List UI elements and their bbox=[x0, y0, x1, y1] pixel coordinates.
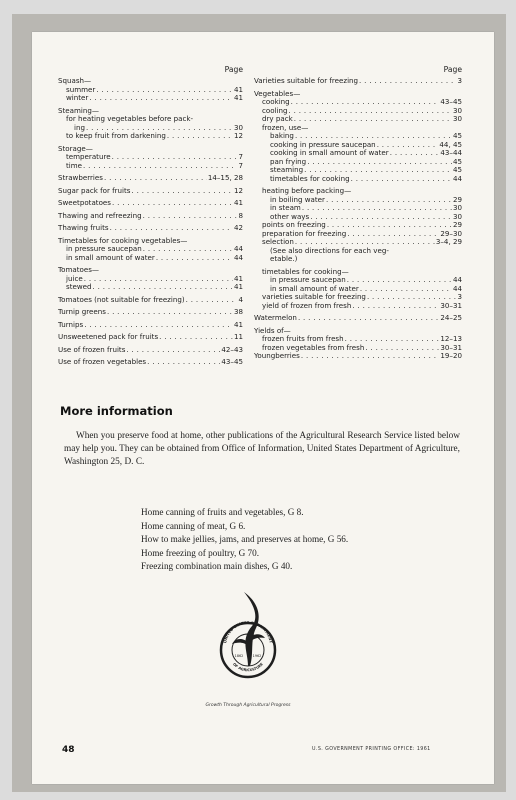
index-entry-page: 45 bbox=[452, 131, 462, 140]
index-entry-page: 42 bbox=[233, 223, 243, 232]
index-entry-page: 30 bbox=[452, 114, 462, 123]
index-entry-label: time bbox=[66, 160, 83, 170]
index-entry-page: 41 bbox=[233, 93, 243, 102]
seal-tagline: Growth Through Agricultural Progress bbox=[205, 703, 291, 708]
dot-leader bbox=[351, 175, 452, 184]
index-entry-page: 29–30 bbox=[440, 228, 462, 238]
index-entry-label: heating before packing— bbox=[262, 186, 352, 195]
dot-leader bbox=[107, 308, 233, 317]
index-entry-page: 12–13 bbox=[440, 334, 462, 343]
index-entry-page: 44 bbox=[233, 252, 243, 262]
index-entry-page: 45 bbox=[452, 165, 462, 174]
index-entry bbox=[254, 255, 462, 264]
dot-leader bbox=[294, 115, 452, 124]
index-entry bbox=[58, 174, 243, 183]
index-entry bbox=[58, 199, 243, 208]
index-entry-label: in pressure saucepan bbox=[66, 244, 142, 253]
index-entry bbox=[58, 308, 243, 317]
index-entry-page: 45 bbox=[452, 156, 462, 166]
dot-leader bbox=[186, 296, 238, 305]
index-entry bbox=[58, 283, 243, 292]
seal-text-top: UNITED STATES DEPARTMENT bbox=[222, 619, 274, 644]
index-entry-page: 44, 45 bbox=[439, 139, 462, 149]
index-entry-page: 44 bbox=[452, 173, 462, 183]
publication-item: Home freezing of poultry, G 70. bbox=[141, 547, 260, 558]
index-entry-label: in boiling water bbox=[270, 194, 325, 204]
index-entry-label: (See also directions for each veg- bbox=[270, 245, 389, 255]
index-list-left bbox=[58, 77, 243, 367]
index-entry-label: Sugar pack for fruits bbox=[58, 185, 131, 195]
index-entry-label: Use of frozen fruits bbox=[58, 344, 126, 354]
index-entry-label: cooking in pressure saucepan bbox=[270, 139, 376, 149]
dot-leader bbox=[112, 153, 238, 162]
index-entry-page: 44 bbox=[452, 283, 462, 293]
index-entry bbox=[58, 162, 243, 171]
index-entry-label: pan frying bbox=[270, 156, 307, 166]
index-entry-label: frozen vegetables from fresh bbox=[262, 342, 365, 352]
index-entry-label: Turnip greens bbox=[58, 307, 106, 316]
index-entry-label: ing bbox=[74, 122, 85, 132]
index-entry-label: in steam bbox=[270, 203, 301, 212]
index-entry-label: Youngberries bbox=[254, 351, 300, 360]
dot-leader bbox=[347, 230, 439, 239]
index-entry-page: 30 bbox=[452, 203, 462, 212]
publication-list bbox=[141, 506, 348, 574]
index-entry-page: 41 bbox=[233, 198, 243, 207]
dot-leader bbox=[147, 358, 220, 367]
index-entry-label: juice bbox=[66, 273, 83, 283]
index-entry-label: cooling bbox=[262, 105, 288, 115]
index-entry-label: frozen, use— bbox=[262, 122, 309, 132]
index-entry bbox=[58, 358, 243, 367]
index-entry-label: Vegetables— bbox=[254, 88, 301, 98]
dot-leader bbox=[352, 302, 439, 311]
index-entry-page: 30 bbox=[452, 211, 462, 221]
index-entry-page: 30–31 bbox=[440, 300, 462, 310]
index-entry bbox=[58, 115, 243, 124]
index-entry-label: winter bbox=[66, 93, 89, 102]
index-entry bbox=[58, 296, 243, 305]
dot-leader bbox=[110, 224, 233, 233]
index-entry-page: 12 bbox=[233, 185, 243, 195]
page-column-heading: Page bbox=[224, 65, 243, 74]
index-entry-label: Sweetpotatoes bbox=[58, 198, 111, 207]
page-column-heading: Page bbox=[443, 65, 462, 74]
index-entry-page: 3 bbox=[457, 76, 462, 85]
index-entry-label: in pressure saucepan bbox=[270, 275, 346, 284]
dot-leader bbox=[112, 199, 233, 208]
dot-leader bbox=[365, 344, 439, 353]
dot-leader bbox=[104, 174, 207, 183]
index-entry-page: 7 bbox=[238, 152, 243, 161]
index-entry bbox=[58, 321, 243, 330]
printer-imprint: U.S. GOVERNMENT PRINTING OFFICE: 1961 bbox=[312, 747, 431, 752]
index-entry-label: in small amount of water bbox=[270, 283, 359, 293]
index-entry-label: yield of frozen from fresh bbox=[262, 300, 352, 310]
dot-leader bbox=[291, 98, 440, 107]
dot-leader bbox=[302, 204, 452, 213]
index-entry bbox=[58, 224, 243, 233]
index-entry-page: 19–20 bbox=[440, 351, 462, 360]
index-entry-page: 29 bbox=[452, 220, 462, 229]
page-number: 48 bbox=[62, 745, 75, 755]
index-entry-page: 3–4, 29 bbox=[435, 237, 462, 246]
index-entry-label: Varieties suitable for freezing bbox=[254, 76, 359, 85]
index-entry-label: Thawing and refreezing bbox=[58, 210, 142, 220]
index-entry bbox=[58, 132, 243, 141]
index-entry-page: 7 bbox=[238, 160, 243, 170]
index-entry bbox=[58, 153, 243, 162]
index-entry bbox=[58, 94, 243, 103]
index-entry-page: 38 bbox=[233, 307, 243, 316]
publication-item: Home canning of fruits and vegetables, G 8. bbox=[141, 507, 304, 517]
index-entry-label: Storage— bbox=[58, 143, 93, 153]
dot-leader bbox=[143, 212, 238, 221]
index-entry bbox=[254, 302, 462, 311]
index-entry-label: Squash— bbox=[58, 76, 92, 85]
index-entry bbox=[254, 352, 462, 361]
dot-leader bbox=[89, 94, 233, 103]
index-list-right bbox=[254, 77, 462, 361]
index-entry-label: preparation for freezing bbox=[262, 228, 347, 238]
index-entry-label: temperature bbox=[66, 152, 111, 161]
index-entry-label: points on freezing bbox=[262, 220, 326, 229]
seal-year-right: 1962 bbox=[252, 654, 262, 658]
index-entry-page: 12 bbox=[233, 131, 243, 140]
seal-text-bottom: OF AGRICULTURE bbox=[231, 662, 264, 673]
dot-leader bbox=[156, 254, 233, 263]
dot-leader bbox=[83, 162, 237, 171]
index-entry-page: 43–45 bbox=[221, 357, 243, 366]
index-entry-label: Yields of— bbox=[254, 325, 291, 335]
index-entry-label: Use of frozen vegetables bbox=[58, 357, 147, 366]
index-entry-label: timetables for cooking— bbox=[262, 266, 349, 276]
dot-leader bbox=[167, 132, 233, 141]
index-entry-label: in small amount of water bbox=[66, 252, 155, 262]
dot-leader bbox=[96, 86, 233, 95]
index-entry-page: 41 bbox=[233, 84, 243, 94]
dot-leader bbox=[159, 333, 233, 342]
index-entry bbox=[58, 187, 243, 196]
index-entry-label: Thawing fruits bbox=[58, 223, 109, 232]
index-column-right bbox=[254, 66, 462, 361]
index-entry-label: Steaming— bbox=[58, 105, 99, 115]
dot-leader bbox=[360, 285, 452, 294]
dot-leader bbox=[93, 283, 233, 292]
index-entry-label: selection bbox=[262, 237, 294, 246]
index-entry-label: Timetables for cooking vegetables— bbox=[58, 235, 188, 245]
seal-year-left: 1862 bbox=[234, 654, 244, 658]
index-entry-page: 41 bbox=[233, 273, 243, 283]
index-entry-label: baking bbox=[270, 131, 294, 140]
dot-leader bbox=[84, 321, 233, 330]
publication-item: Freezing combination main dishes, G 40. bbox=[141, 561, 293, 571]
dot-leader bbox=[347, 276, 452, 285]
index-entry-label: timetables for cooking bbox=[270, 173, 350, 183]
index-entry-page: 24–25 bbox=[440, 313, 462, 322]
index-entry bbox=[58, 266, 243, 275]
index-entry-label: frozen fruits from fresh bbox=[262, 334, 344, 343]
dot-leader bbox=[84, 275, 233, 284]
index-entry-page: 14–15, 28 bbox=[207, 173, 243, 182]
index-entry-page: 30 bbox=[233, 122, 243, 132]
index-entry-label: steaming bbox=[270, 165, 304, 174]
index-entry-page: 43–44 bbox=[440, 148, 462, 157]
index-entry bbox=[58, 346, 243, 355]
index-entry-label: Tomatoes (not suitable for freezing) bbox=[58, 294, 185, 304]
index-entry-label: summer bbox=[66, 84, 96, 94]
publication-item: Home canning of meat, G 6. bbox=[141, 520, 246, 531]
index-entry bbox=[58, 212, 243, 221]
index-entry-page: 30–31 bbox=[440, 342, 462, 352]
index-entry-page: 4 bbox=[238, 294, 243, 304]
index-entry-page: 44 bbox=[452, 275, 462, 284]
index-entry-page: 41 bbox=[233, 282, 243, 291]
index-entry-label: cooking bbox=[262, 97, 290, 106]
index-entry-label: Watermelon bbox=[254, 313, 297, 322]
dot-leader bbox=[289, 107, 452, 116]
index-column-left bbox=[58, 66, 243, 367]
index-entry-page: 3 bbox=[457, 292, 462, 301]
index-entry-page: 44 bbox=[233, 244, 243, 253]
dot-leader bbox=[390, 149, 440, 158]
dot-leader bbox=[298, 314, 439, 323]
more-information-heading: More information bbox=[60, 404, 173, 418]
index-entry-page: 42–43 bbox=[221, 344, 243, 354]
dot-leader bbox=[359, 77, 456, 86]
dot-leader bbox=[143, 245, 233, 254]
index-entry-label: cooking in small amount of water bbox=[270, 148, 389, 157]
index-entry-page: 29 bbox=[452, 194, 462, 204]
dot-leader bbox=[326, 196, 452, 205]
index-entry-label: other ways bbox=[270, 211, 310, 221]
index-entry-page: 41 bbox=[233, 319, 243, 329]
index-entry bbox=[58, 333, 243, 342]
index-entry-label: stewed bbox=[66, 282, 92, 291]
dot-leader bbox=[132, 187, 233, 196]
dot-leader bbox=[307, 158, 452, 167]
dot-leader bbox=[310, 213, 452, 222]
publication-item: How to make jellies, jams, and preserves at home, G 56. bbox=[141, 534, 349, 544]
index-entry-label: dry pack bbox=[262, 114, 293, 123]
dot-leader bbox=[301, 352, 440, 361]
index-entry bbox=[254, 77, 462, 86]
index-entry-page: 11 bbox=[233, 332, 243, 341]
index-entry-label: to keep fruit from darkening bbox=[66, 131, 166, 140]
more-information-paragraph: When you preserve food at home, other publications of the Agricultural Research Service listed below may help you. They can be obtained from Office of Information, United States Department of Agriculture, Washington 25, D. C. bbox=[64, 431, 460, 467]
index-entry-label: varieties suitable for freezing bbox=[262, 292, 366, 301]
usda-seal bbox=[218, 582, 278, 694]
dot-leader bbox=[126, 346, 220, 355]
index-entry bbox=[58, 254, 243, 263]
index-entry-page: 8 bbox=[238, 210, 243, 220]
index-entry-label: for heating vegetables before pack- bbox=[66, 114, 194, 123]
index-entry bbox=[254, 175, 462, 184]
index-entry-label: Strawberries bbox=[58, 173, 103, 182]
index-entry-page: 30 bbox=[452, 105, 462, 115]
index-entry-page: 43–45 bbox=[440, 97, 462, 106]
index-entry-label: etable.) bbox=[270, 254, 298, 263]
index-entry-label: Tomatoes— bbox=[58, 265, 99, 274]
index-entry-label: Turnips bbox=[58, 319, 84, 329]
index-entry bbox=[254, 314, 462, 323]
index-entry-label: Unsweetened pack for fruits bbox=[58, 332, 159, 341]
